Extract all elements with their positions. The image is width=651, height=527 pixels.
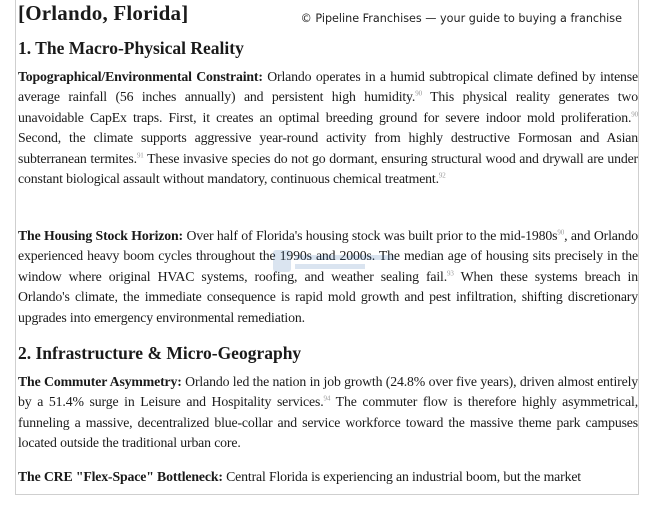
footnote-ref[interactable]: 93 (447, 269, 454, 278)
document-page (15, 0, 639, 495)
footnote-ref[interactable]: 90 (415, 89, 422, 98)
footnote-ref[interactable]: 91 (136, 151, 144, 160)
paragraph-label: The Commuter Asymmetry: (18, 374, 182, 389)
paragraph-commuter-asymmetry (18, 372, 638, 454)
footnote-ref[interactable]: 94 (323, 394, 331, 403)
paragraph-text: This physical reality generates two unavoidable CapEx traps. First, it creates an optimal breeding ground for severe indoor mold proliferation. (18, 89, 638, 125)
paragraph-text: These invasive species do not go dormant, ensuring structural wood and drywall are under constant biological assault without mandatory, continuous chemical treatment. (18, 150, 638, 187)
paragraph-text: Over half of Florida's housing stock was built prior to the mid-1980s (182, 228, 558, 243)
footnote-ref[interactable]: 90 (557, 228, 565, 237)
footnote-ref[interactable]: 92 (438, 171, 446, 180)
paragraph-label: The CRE "Flex-Space" Bottleneck: (18, 469, 223, 484)
paragraph-flex-space (18, 467, 638, 487)
paragraph-text: , and Orlando experienced heavy boom cycles throughout the 1990s and 2000s. The median age of housing sits precisely in the window where original HVAC systems, roofing, and weather sealing fail. (18, 228, 639, 284)
paragraph-label: The Housing Stock Horizon: (18, 228, 183, 243)
paragraph-text: Orlando led the nation in job growth (24.8% over five years), driven almost entirely by a 51.4% surge in Leisure and Hospitality services. (18, 374, 639, 410)
paragraph-text: Orlando operates in a humid subtropical climate defined by intense average rainfall (56 inches annually) and persistent high humidity. (18, 69, 638, 105)
paragraph-label: Topographical/Environmental Constraint: (18, 69, 263, 84)
copyright-watermark: © Pipeline Franchises — your guide to buying a franchise (300, 12, 622, 25)
section-heading-infrastructure: 2. Infrastructure & Micro-Geography (18, 343, 302, 363)
paragraph-text: The commuter flow is therefore highly asymmetrical, funneling a massive, decentralized blue-collar and service workforce toward the massive theme park campuses located outside the traditional urban core. (18, 394, 638, 451)
paragraph-text: When these systems breach in Orlando's climate, the immediate consequence is rapid mold growth and pest infiltration, shifting discretionary upgrades into emergency environmental remediation. (18, 268, 638, 325)
footnote-ref[interactable]: 90 (631, 110, 638, 119)
page-title: [Orlando, Florida] (18, 1, 189, 25)
paragraph-text: Central Florida is experiencing an industrial boom, but the market (222, 469, 581, 484)
paragraph-housing-stock (18, 226, 638, 328)
paragraph-text: Second, the climate supports aggressive year-round activity from highly destructive Formosan and Asian subterranean termites. (18, 130, 638, 166)
section-heading-macro-physical: 1. The Macro-Physical Reality (18, 38, 244, 58)
paragraph-environmental-constraint (18, 67, 638, 189)
